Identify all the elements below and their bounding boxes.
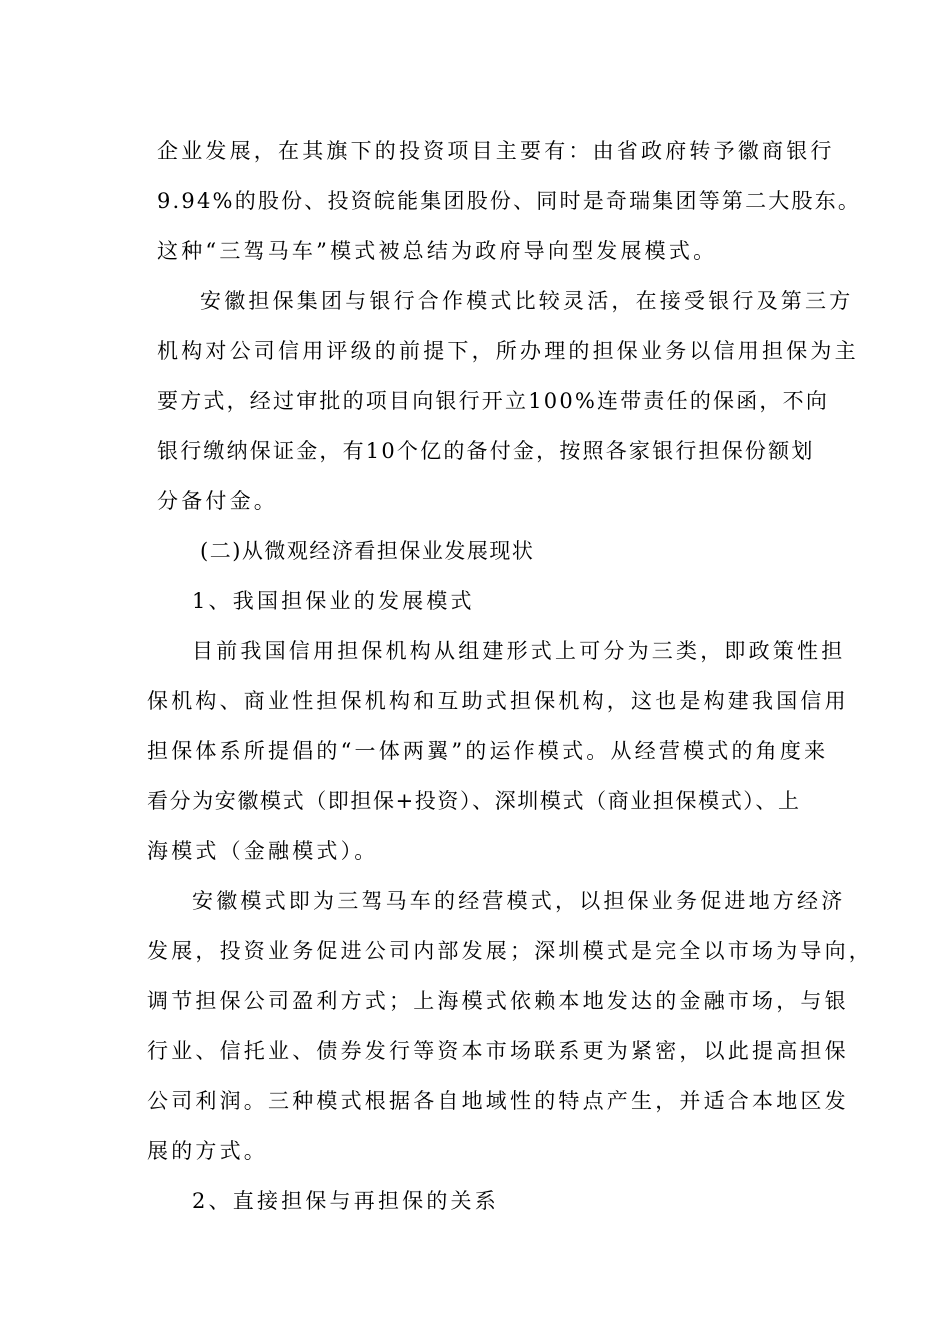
text-line: 担保体系所提倡的“一体两翼”的运作模式。从经营模式的角度来 — [147, 739, 829, 763]
text-line: 企业发展，在其旗下的投资项目主要有：由省政府转予徽商银行 — [157, 139, 835, 163]
text-line: 机构对公司信用评级的前提下，所办理的担保业务以信用担保为主 — [157, 339, 859, 363]
text-line: 行业、信托业、债券发行等资本市场联系更为紧密，以此提高担保 — [147, 1039, 849, 1063]
text-line: 安徽担保集团与银行合作模式比较灵活，在接受银行及第三方 — [200, 289, 854, 313]
text-line: 看分为安徽模式（即担保+投资）、深圳模式（商业担保模式）、上 — [147, 789, 801, 813]
subsection-heading: 2、直接担保与再担保的关系 — [192, 1189, 499, 1213]
text-line: 这种“三驾马车”模式被总结为政府导向型发展模式。 — [157, 239, 718, 263]
text-line: 海模式（金融模式）。 — [147, 839, 379, 863]
text-line: 展的方式。 — [147, 1139, 268, 1163]
text-line: 分备付金。 — [157, 489, 278, 513]
text-line: 安徽模式即为三驾马车的经营模式，以担保业务促进地方经济 — [192, 889, 846, 913]
text-line: 要方式，经过审批的项目向银行开立100%连带责任的保函，不向 — [157, 389, 830, 413]
section-heading: (二)从微观经济看担保业发展现状 — [200, 539, 535, 563]
text-line: 银行缴纳保证金，有10个亿的备付金，按照各家银行担保份额划 — [157, 439, 815, 463]
subsection-heading: 1、我国担保业的发展模式 — [192, 589, 475, 613]
text-line: 公司利润。三种模式根据各自地域性的特点产生，并适合本地区发 — [147, 1089, 849, 1113]
text-line: 保机构、商业性担保机构和互助式担保机构，这也是构建我国信用 — [147, 689, 849, 713]
text-line: 调节担保公司盈利方式；上海模式依赖本地发达的金融市场，与银 — [147, 989, 849, 1013]
text-line: 9.94%的股份、投资皖能集团股份、同时是奇瑞集团等第二大股东。 — [157, 189, 862, 213]
text-line: 发展，投资业务促进公司内部发展；深圳模式是完全以市场为导向， — [147, 939, 873, 963]
text-line: 目前我国信用担保机构从组建形式上可分为三类，即政策性担 — [192, 639, 846, 663]
